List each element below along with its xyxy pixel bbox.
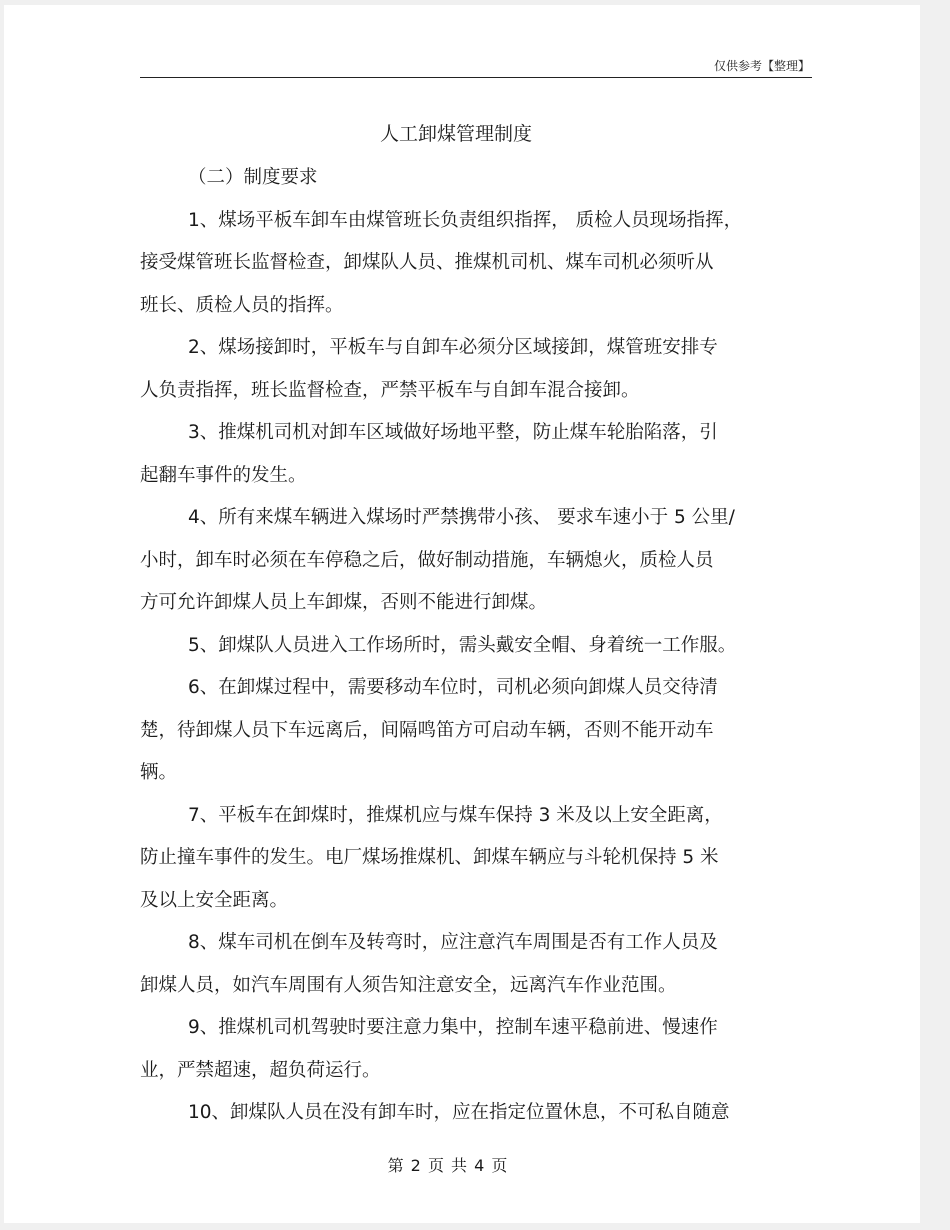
text-line: 起翻车事件的发生。	[140, 464, 307, 486]
header-rule	[140, 77, 812, 78]
text-line: 业，严禁超速，超负荷运行。	[140, 1059, 381, 1081]
text-line: 9、推煤机司机驾驶时要注意力集中，控制车速平稳前进、慢速作	[188, 1017, 718, 1038]
text-line: 人负责指挥，班长监督检查，严禁平板车与自卸车混合接卸。	[140, 379, 640, 401]
text-line: 卸煤人员，如汽车周围有人须告知注意安全，远离汽车作业范围。	[140, 974, 677, 996]
text-line: 2、煤场接卸时，平板车与自卸车必须分区域接卸，煤管班安排专	[188, 337, 718, 358]
section-heading: （二）制度要求	[188, 167, 318, 188]
text-line: 10、卸煤队人员在没有卸车时，应在指定位置休息，不可私自随意	[188, 1102, 730, 1123]
text-line: 班长、质检人员的指挥。	[140, 294, 344, 316]
text-line: 及以上安全距离。	[140, 889, 289, 911]
document-title: 人工卸煤管理制度	[379, 123, 532, 145]
paragraph-lines	[140, 200, 812, 1135]
document-body	[140, 157, 812, 1135]
text-line: 接受煤管班长监督检查，卸煤队人员、推煤机司机、煤车司机必须听从	[140, 252, 714, 273]
text-line: 4、所有来煤车辆进入煤场时严禁携带小孩、 要求车速小于 5 公里/	[188, 507, 735, 528]
text-line: 方可允许卸煤人员上车卸煤，否则不能进行卸煤。	[140, 592, 548, 613]
text-line: 楚，待卸煤人员下车远离后，间隔鸣笛方可启动车辆，否则不能开动车	[140, 719, 714, 741]
text-line: 小时，卸车时必须在车停稳之后，做好制动措施，车辆熄火，质检人员	[140, 549, 714, 571]
page-footer: 第 2 页 共 4 页	[387, 1156, 509, 1175]
header-note: 仅供参考【整理】	[713, 59, 810, 73]
text-line: 防止撞车事件的发生。电厂煤场推煤机、卸煤车辆应与斗轮机保持 5 米	[140, 847, 719, 868]
text-line: 5、卸煤队人员进入工作场所时，需头戴安全帽、身着统一工作服。	[188, 634, 737, 656]
text-line: 7、平板车在卸煤时，推煤机应与煤车保持 3 米及以上安全距离，	[188, 804, 723, 826]
text-line: 6、在卸煤过程中，需要移动车位时，司机必须向卸煤人员交待清	[188, 677, 718, 698]
text-line: 辆。	[140, 762, 178, 783]
document-page	[4, 5, 920, 1223]
text-line: 1、煤场平板车卸车由煤管班长负责组织指挥， 质检人员现场指挥，	[188, 209, 743, 231]
text-line: 8、煤车司机在倒车及转弯时，应注意汽车周围是否有工作人员及	[188, 932, 718, 953]
text-line: 3、推煤机司机对卸车区域做好场地平整，防止煤车轮胎陷落，引	[188, 422, 718, 443]
